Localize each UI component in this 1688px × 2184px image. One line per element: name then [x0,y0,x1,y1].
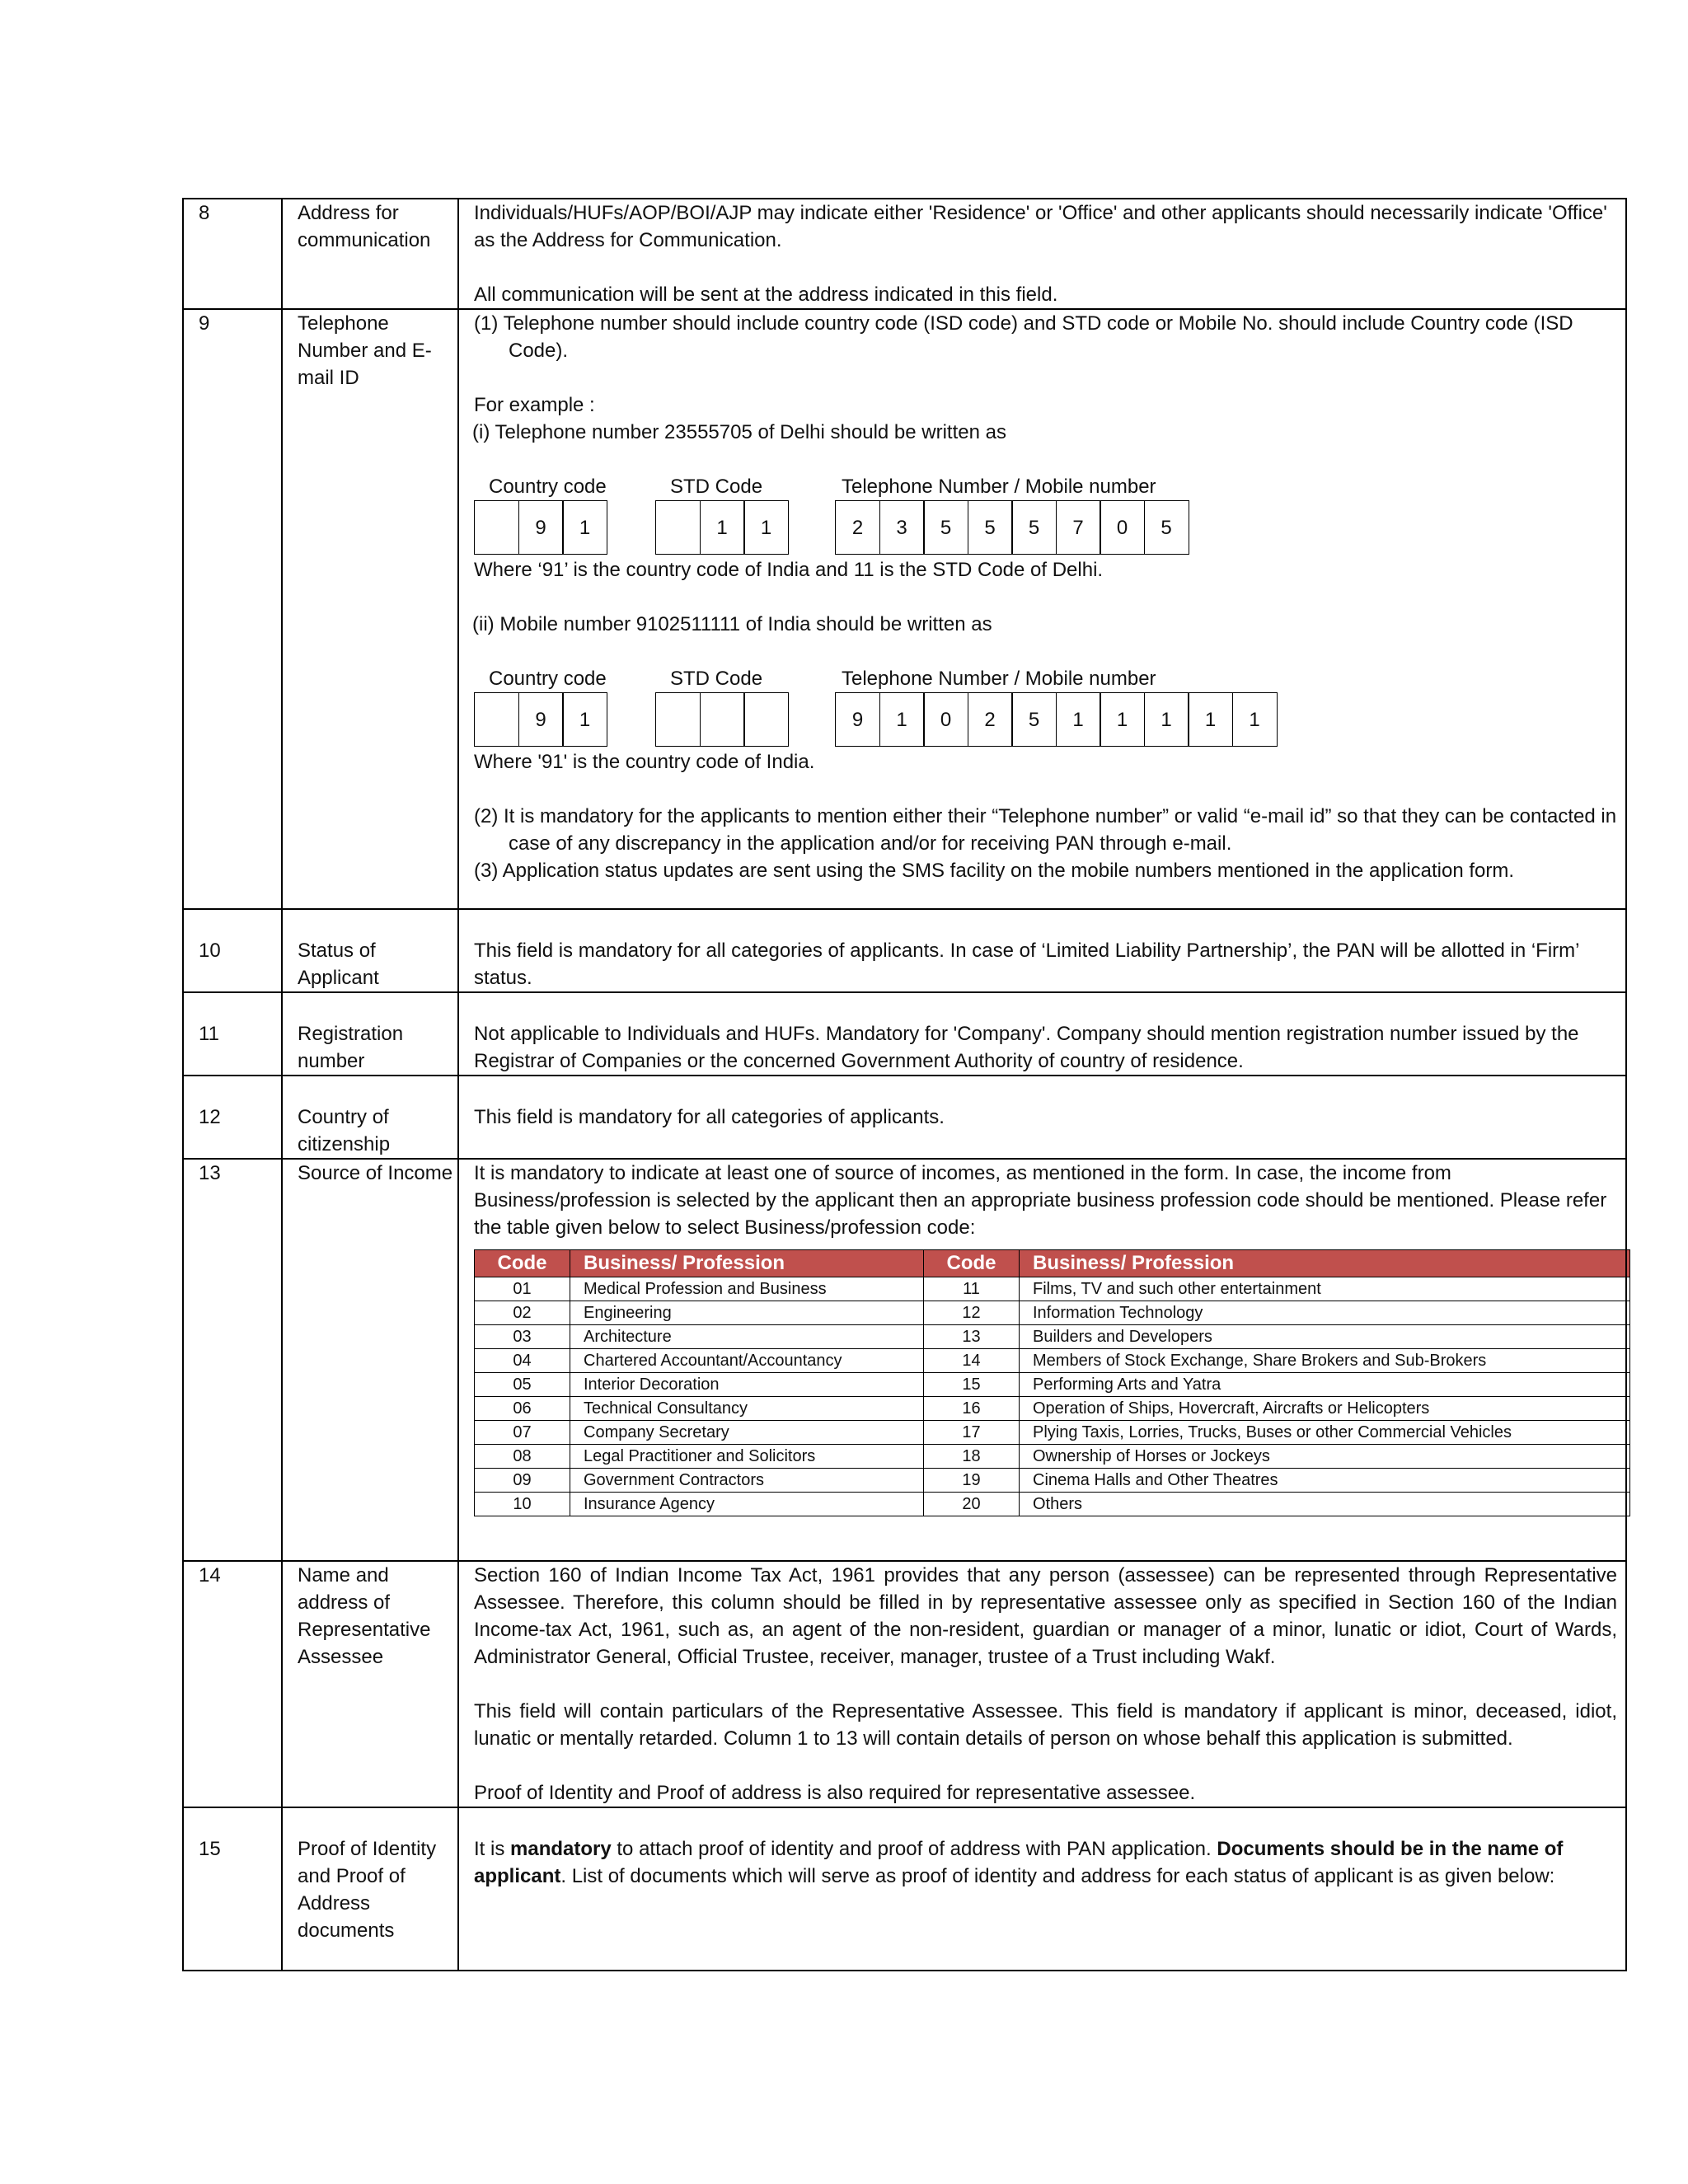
profession-cell: Films, TV and such other entertainment [1020,1277,1630,1301]
field-name: Country of citizenship [282,1076,458,1159]
code-cell: 19 [924,1469,1020,1493]
paragraph: It is mandatory to indicate at least one of source of incomes, as mentioned in the form. In case, the income from Business/profession is selected by the applicant then an appropriate business profession code should be mentioned. Please refer the table given below to select Business/profession code: [474,1162,1607,1239]
paragraph: This field is mandatory for all categories of applicants. In case of ‘Limited Liability Partnership’, the PAN will be allotted in ‘Firm’ status. [474,940,1579,989]
table-row [183,199,1626,309]
field-name: Address for communication [282,199,458,309]
code-cell: 09 [475,1469,570,1493]
bold-text: Documents should be in the name of applicant [474,1838,1564,1887]
telephone-number-boxes [835,500,1189,555]
text-span: It is [474,1838,511,1860]
column-header: Business/ Profession [1020,1250,1630,1277]
digit-box: 3 [879,500,925,555]
profession-cell: Information Technology [1020,1301,1630,1325]
example1-boxes [474,500,1617,556]
std-code-boxes [655,500,789,555]
profession-cell: Medical Profession and Business [570,1277,924,1301]
code-table-row [475,1301,1630,1325]
field-description [458,1561,1626,1807]
column-header: Code [475,1250,570,1277]
digit-box [474,692,519,747]
paragraph: This field is mandatory for all categories of applicants. [474,1106,945,1128]
paragraph: Not applicable to Individuals and HUFs. Mandatory for 'Company'. Company should mention registration number issued by the Registrar of Companies or the concerned Government Authority of country of residence. [474,1023,1579,1072]
profession-cell: Chartered Accountant/Accountancy [570,1349,924,1373]
profession-cell: Legal Practitioner and Solicitors [570,1445,924,1469]
digit-box: 1 [700,500,745,555]
code-table-row [475,1493,1630,1516]
profession-cell: Engineering [570,1301,924,1325]
digit-box: 9 [518,692,564,747]
field-description [458,199,1626,309]
country-code-label: Country code [489,668,607,690]
profession-cell: Company Secretary [570,1421,924,1445]
table-row [183,909,1626,992]
telephone-mobile-label: Telephone Number / Mobile number [842,476,1156,498]
digit-box [655,692,701,747]
code-cell: 07 [475,1421,570,1445]
digit-box: 1 [1100,692,1145,747]
table-row [183,1561,1626,1807]
code-cell: 04 [475,1349,570,1373]
digit-box [474,500,519,555]
example2-boxes [474,692,1617,748]
digit-box: 1 [1232,692,1278,747]
profession-cell: Operation of Ships, Hovercraft, Aircrafts or Helicopters [1020,1397,1630,1421]
field-name: Registration number [282,992,458,1076]
code-cell: 18 [924,1445,1020,1469]
code-cell: 02 [475,1301,570,1325]
code-cell: 15 [924,1373,1020,1397]
field-name: Telephone Number and E-mail ID [282,309,458,909]
paragraph: Where ‘91’ is the country code of India and 11 is the STD Code of Delhi. [474,559,1104,581]
instructions-table [182,198,1627,1971]
field-description [458,909,1626,992]
profession-cell: Builders and Developers [1020,1325,1630,1349]
paragraph [474,1835,1617,1890]
table-row [183,992,1626,1076]
paragraph: (i) Telephone number 23555705 of Delhi should be written as [472,421,1006,443]
profession-cell: Government Contractors [570,1469,924,1493]
country-code-boxes [474,500,607,555]
text-span: to attach proof of identity and proof of address with PAN application. [611,1838,1217,1860]
row-number: 15 [183,1807,282,1971]
std-code-label: STD Code [670,668,763,690]
digit-box: 1 [1188,692,1233,747]
digit-box: 2 [835,500,880,555]
bold-text: mandatory [510,1838,612,1860]
digit-box: 5 [1011,500,1057,555]
code-cell: 12 [924,1301,1020,1325]
field-name: Name and address of Representative Assessee [282,1561,458,1807]
business-profession-code-table [474,1249,1630,1516]
digit-box: 1 [1056,692,1101,747]
code-cell: 08 [475,1445,570,1469]
profession-cell: Others [1020,1493,1630,1516]
field-name: Proof of Identity and Proof of Address documents [282,1807,458,1971]
mobile-number-boxes [835,692,1278,747]
digit-box [700,692,745,747]
code-table-row [475,1349,1630,1373]
digit-box: 5 [968,500,1013,555]
field-description [458,309,1626,909]
code-cell: 16 [924,1397,1020,1421]
code-table-row [475,1397,1630,1421]
profession-cell: Members of Stock Exchange, Share Brokers and Sub-Brokers [1020,1349,1630,1373]
row-number: 13 [183,1159,282,1561]
digit-box: 9 [518,500,564,555]
telephone-mobile-label: Telephone Number / Mobile number [842,668,1156,690]
digit-box: 1 [743,500,789,555]
code-table-row [475,1469,1630,1493]
row-number: 9 [183,309,282,909]
column-header: Code [924,1250,1020,1277]
text-span: . List of documents which will serve as proof of identity and address for each status of applicant is as given below: [560,1865,1555,1887]
digit-box: 1 [1144,692,1189,747]
example-labels [474,473,1617,500]
row-number: 10 [183,909,282,992]
paragraph: Proof of Identity and Proof of address is also required for representative assessee. [474,1782,1196,1804]
code-table-body [475,1277,1630,1516]
profession-cell: Plying Taxis, Lorries, Trucks, Buses or other Commercial Vehicles [1020,1421,1630,1445]
paragraph: All communication will be sent at the address indicated in this field. [474,284,1058,306]
row-number: 12 [183,1076,282,1159]
paragraph: (1) Telephone number should include country code (ISD code) and STD code or Mobile No. should include Country code (ISD Code). [474,312,1573,362]
digit-box: 2 [968,692,1013,747]
table-row [183,1076,1626,1159]
code-cell: 01 [475,1277,570,1301]
profession-cell: Architecture [570,1325,924,1349]
code-cell: 06 [475,1397,570,1421]
digit-box: 9 [835,692,880,747]
row-number: 8 [183,199,282,309]
code-table-row [475,1277,1630,1301]
paragraph: This field will contain particulars of the Representative Assessee. This field is mandatory if applicant is minor, deceased, idiot, lunatic or mentally retarded. Column 1 to 13 will contain details of person on whose behalf this application is submitted. [474,1700,1617,1750]
digit-box: 7 [1056,500,1101,555]
std-code-boxes [655,692,789,747]
digit-box: 5 [923,500,968,555]
digit-box: 1 [562,692,607,747]
digit-box: 1 [879,692,925,747]
paragraph: Individuals/HUFs/AOP/BOI/AJP may indicate either 'Residence' or 'Office' and other applicants should necessarily indicate 'Office' as the Address for Communication. [474,202,1607,251]
example-labels [474,665,1617,692]
paragraph: Section 160 of Indian Income Tax Act, 1961 provides that any person (assessee) can be represented through Representative Assessee. Therefore, this column should be filled in by representative assessee only as specified in Section 160 of the Indian Income-tax Act, 1961, such as, an agent of the non-resident, guardian or manager of a minor, lunatic or idiot, Court of Wards, Administrator General, Official Trustee, receiver, manager, trustee of a Trust including Wakf. [474,1564,1617,1668]
profession-cell: Technical Consultancy [570,1397,924,1421]
code-cell: 20 [924,1493,1020,1516]
field-description [458,1076,1626,1159]
profession-cell: Performing Arts and Yatra [1020,1373,1630,1397]
code-cell: 10 [475,1493,570,1516]
paragraph: (3) Application status updates are sent using the SMS facility on the mobile numbers mentioned in the application form. [474,860,1515,882]
table-row [183,1807,1626,1971]
code-table-row [475,1445,1630,1469]
field-name: Source of Income [282,1159,458,1561]
profession-cell: Ownership of Horses or Jockeys [1020,1445,1630,1469]
std-code-label: STD Code [670,476,763,498]
profession-cell: Cinema Halls and Other Theatres [1020,1469,1630,1493]
paragraph: Where '91' is the country code of India. [474,751,815,773]
country-code-boxes [474,692,607,747]
field-description [458,1807,1626,1971]
digit-box [655,500,701,555]
code-cell: 13 [924,1325,1020,1349]
code-cell: 03 [475,1325,570,1349]
field-description [458,1159,1626,1561]
paragraph: (2) It is mandatory for the applicants to mention either their “Telephone number” or valid “e-mail id” so that they can be contacted in case of any discrepancy in the application and/or for receiving PAN through e-mail. [474,805,1617,855]
code-table-row [475,1325,1630,1349]
code-cell: 17 [924,1421,1020,1445]
country-code-label: Country code [489,476,607,498]
column-header: Business/ Profession [570,1250,924,1277]
profession-cell: Insurance Agency [570,1493,924,1516]
row-number: 11 [183,992,282,1076]
code-table-row [475,1421,1630,1445]
code-table-header [475,1250,1630,1277]
field-name: Status of Applicant [282,909,458,992]
profession-cell: Interior Decoration [570,1373,924,1397]
code-table-row [475,1373,1630,1397]
digit-box [743,692,789,747]
digit-box: 5 [1144,500,1189,555]
digit-box: 1 [562,500,607,555]
digit-box: 0 [923,692,968,747]
paragraph: For example : [474,394,595,416]
code-cell: 05 [475,1373,570,1397]
digit-box: 0 [1100,500,1145,555]
row-number: 14 [183,1561,282,1807]
table-row [183,1159,1626,1561]
code-cell: 14 [924,1349,1020,1373]
code-cell: 11 [924,1277,1020,1301]
paragraph: (ii) Mobile number 9102511111 of India should be written as [472,613,992,635]
table-row [183,309,1626,909]
field-description [458,992,1626,1076]
digit-box: 5 [1011,692,1057,747]
